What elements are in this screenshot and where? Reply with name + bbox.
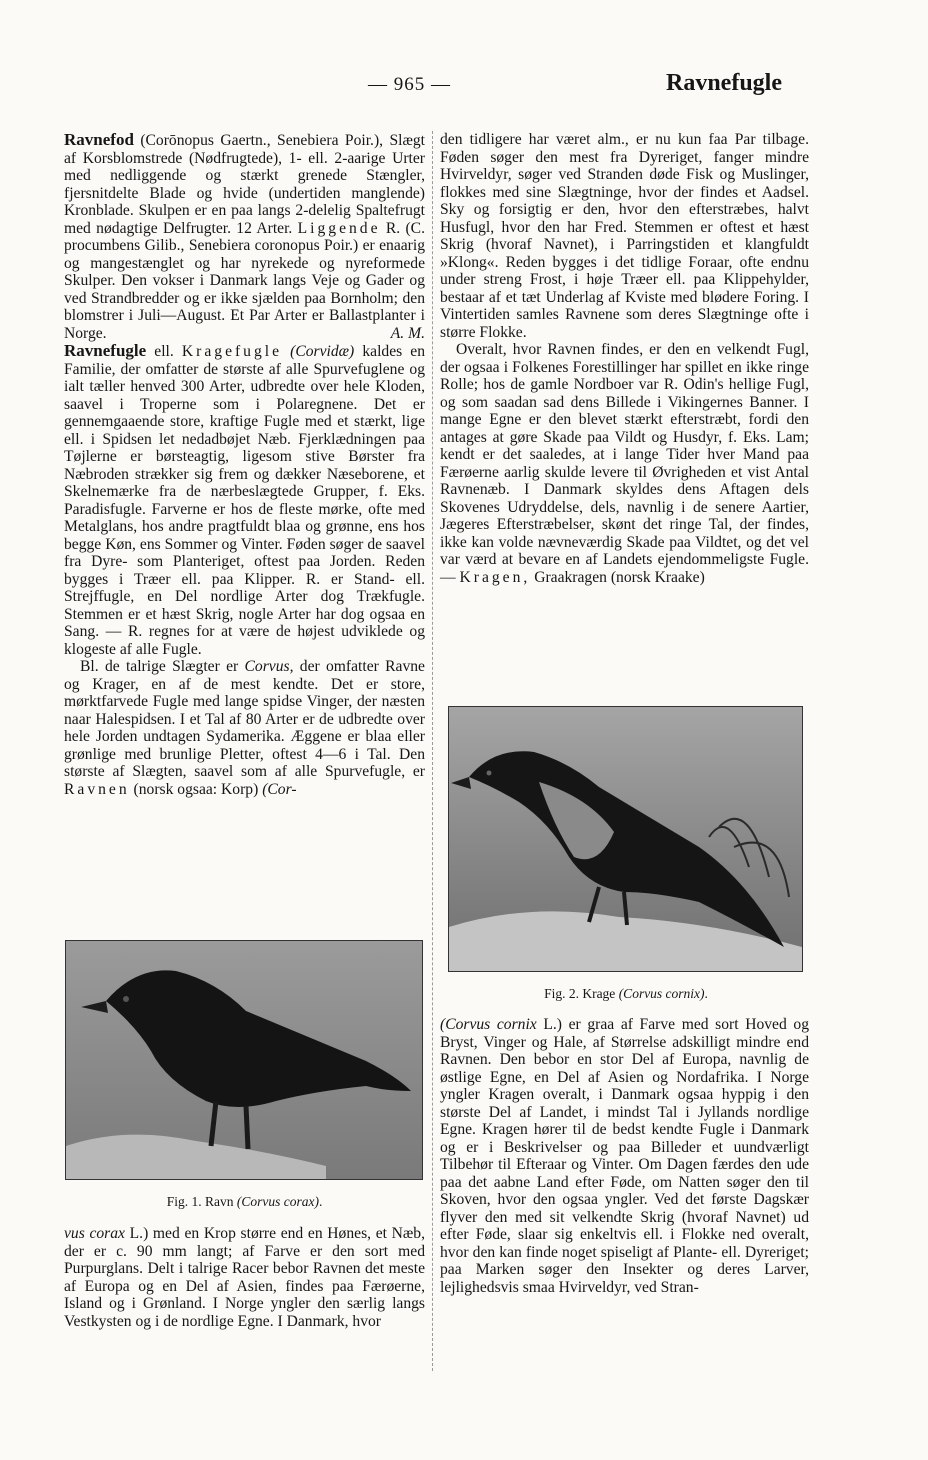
right-column: [440, 131, 809, 586]
fig2-caption-species: (Corvus cornix): [618, 986, 705, 1001]
page-number: — 965 —: [368, 74, 451, 95]
headword-ravnefod: Ravnefod: [64, 130, 134, 149]
crow-illustration: [449, 707, 802, 971]
corax-end: vus corax: [64, 1225, 125, 1242]
ravnefugle-ell: ell.: [154, 343, 174, 360]
fig2-caption-prefix: Fig. 2. Krage: [544, 986, 616, 1001]
corax-text: L.) med en Krop større end en Hønes, et Næb, der er c. 90 mm langt; af Farve er den sort med Purpurglans. Delt i talrige Racer bebor Ravnen det meste af Europa og en Del af Asien, findes paa Færøerne, Island og i Grønland. I Norge yngler den særlig langs Vestkysten og i de nordlige Egne. I Danmark, hvor: [64, 1225, 425, 1330]
fig2-caption-end: .: [704, 986, 708, 1001]
page-header: [0, 70, 928, 104]
running-title: Ravnefugle: [666, 70, 782, 96]
corvus-genus: Corvus,: [244, 658, 294, 675]
corvus-text-a: Bl. de talrige Slægter er: [80, 658, 239, 675]
right-column-bottom: [440, 1016, 809, 1296]
fig1-caption-species: (Corvus corax): [236, 1194, 319, 1209]
paragraph-raven-culture: [440, 341, 809, 586]
corvus-text-c: (norsk ogsaa: Korp): [133, 780, 259, 798]
paragraph-crow: [440, 1016, 809, 1296]
author-signature: A. M.: [390, 324, 425, 342]
raven-illustration: [66, 941, 422, 1179]
entry-ravnefod: [64, 131, 425, 342]
kragen-label: Kragen,: [459, 568, 531, 586]
figure-2-caption: [448, 986, 804, 1002]
cornix-name: (Corvus cornix: [440, 1016, 537, 1033]
liggende-label: Liggende: [297, 219, 381, 237]
fig1-caption-prefix: Fig. 1. Ravn: [166, 1194, 234, 1209]
ravnen-label: Ravnen: [64, 780, 130, 798]
figure-1-caption: [64, 1194, 425, 1210]
ravnefod-text: (Corōnopus Gaertn., Senebiera Poir.), Slægt af Korsblomstrede (Nødfrugtede), 1- ell. 2-aarige Urter med nedliggende og stærkt grenede Stængler, fjersnitdelte Blade og hvide (undertiden manglende) Kronblade. Skulpen er en paa langs 2-delelig Spaltefrugt med nødagtige Delfrugter. 12 Arter.: [64, 132, 425, 237]
paragraph-corvus: [64, 658, 425, 798]
paragraph-corax-continued: [64, 1225, 425, 1330]
paragraph-raven-habits: den tidligere har været alm., er nu kun faa Par tilbage. Føden søger den mest fra Dyreriget, fanger mindre Hvirveldyr, søger ved Stranden døde Fisk og Muslinger, flokkes med sine Slægtninge, hvor der findes et Aadsel. Sky og forsigtig er den, hvor den efterstræbes, halvt Husfugl, hvor den har Fred. Stemmen er oftest et hæst Skrig (hvoraf Navnet), i Parringstiden et klangfuldt »Klong«. Reden bygges i det tidlige Foraar, ofte endnu under streng Frost, i høje Træer ell. paa Klippehylder, bestaar af et tæt Underlag af Kviste med blødere Foring. I Vintertiden samles Ravnene som deres Slægtninge ofte i større Flokke.: [440, 131, 809, 341]
entry-ravnefugle: [64, 342, 425, 658]
figure-raven: [64, 940, 425, 1220]
left-column: [64, 131, 425, 798]
liggende-text: R. (C. procumbens Gilib., Senebiera coronopus Poir.) er enaarig og mangestænglet og har nyrekede og nyreformede Skulper. Den vokser i Danmark langs Veje og Gader og ved Strandbredder og er ikke sjælden paa Bornholm; den blomstrer i Juli—August. Et Par Arter er Ballastplanter i Norge.: [64, 219, 425, 342]
figure-crow: [448, 706, 804, 1006]
corvus-corax-start: (Cor-: [262, 780, 297, 798]
raven-culture-text: Overalt, hvor Ravnen findes, er den en velkendt Fugl, der ogsaa i Folkenes Forestillinger har spillet en ikke ringe Rolle; hos de gamle Nordboer var R. Odin's hellige Fugl, og som saadan sad dens Billede i Vikingernes Banner. I mange Egne er den blevet stærkt efterstræbt, fordi den antages at gøre Skade paa Vildt og Husdyr, f. Eks. Lam; kendt er det saaledes, at i lange Tider hver Mand paa Færøerne aarlig skulde levere til Øvrigheden et vist Antal Ravnenæb. I Danmark skyldes dens Aftagen dels Skovenes Udryddelse, dels, navnlig i de senere Aartier, Jægeres Efterstræbelser, skønt det ringe Tal, der findes, ikke kan volde nævneværdig Skade paa Vildtet, og det vel var værd at bevare en af Landets ejendommeligste Fugle. —: [440, 341, 809, 586]
left-column-bottom: [64, 1225, 425, 1330]
crow-text: L.) er graa af Farve med sort Hoved og Bryst, Vinger og Hale, af Størrelse adskilligt mindre end Ravnen. Den bebor en stor Del af Europa, navnlig de østlige Egne, en Del af Asien og Nordafrika. I Norge yngler Kragen overalt, i Danmark ogsaa hyppig i den største Del af Landet, i mindst Tal i Jyllands nordlige Egne. Kragen hører til de bedst kendte Fugle i Danmark og er i Beskrivelser og paa Billeder et uundværligt Tilbehør til Efteraar og Vinter. Om Dagen færdes den ude paa det aabne Land efter Føde, om Natten søger den til Skoven, hvor den ogsaa yngler. Ved det første Dagskær flyver den med sit velkendte Skrig (hvoraf Navnet) ud efter Føde, slaar sig enkeltvis ell. i Flokke ned overalt, hvor den kan finde noget spiseligt af Plante- ell. Dyreriget; paa Marken søger den Insekter og deres Larver, lejlighedsvis smaa Hvirveldyr, ved Stran-: [440, 1016, 809, 1296]
raven-photo: [65, 940, 423, 1180]
fig1-caption-end: .: [318, 1194, 323, 1209]
kragefugle-label: Kragefugle: [181, 343, 283, 360]
corvus-text-b: der omfatter Ravne og Krager, en af de mest kendte. Det er store, mørktfarvede Fugle med lange spidse Vinger, der næsten naar Halespidsen. I et Tal af 80 Arter er de udbredte over hele Jorden undtagen Sydamerika. Æggene er blaa eller grønlige med brunlige Pletter, oftest 4—6 i Tal. Den største af Slægten, saavel som af alle Spurvefugle, er: [64, 658, 425, 780]
ravnefugle-text: kaldes en Familie, der omfatter de største af alle Spurvefuglene og ialt tæller henved 300 Arter, udbredte over hele Kloden, saavel i Troperne som i Polaregnene. Det er gennemgaaende store, kraftige Fugle med et stærkt, lige ell. i Spidsen let nedadbøjet Næb. Fjerklædningen paa Tøjlerne er børsteagtig, ligesom stive Børster fra Næbroden strækker sig frem og dækker Næseborene, et Skelnemærke fra de nærbeslægtede Grupper, f. Eks. Paradisfugle. Farverne er hos de fleste mørke, ofte med Metalglans, hos andre pragtfuldt blaa og grønne, ens hos begge Køn, ens Sommer og Vinter. Føden søger de saavel fra Dyre- som Planteriget, oftest paa Jorden. Reden bygges i Træer ell. paa Klipper. R. er Stand- ell. Strejffugle, en Del nordlige Arter dog Trækfugle. Stemmen er et hæst Skrig, nogle Arter har dog ogsaa en Sang. — R. regnes for at være de højest udviklede og klogeste af alle Fugle.: [64, 343, 426, 658]
corvidae-name: (Corvidæ): [290, 343, 355, 360]
kragen-text: Graakragen (norsk Kraake): [534, 568, 705, 586]
headword-ravnefugle: Ravnefugle: [64, 341, 147, 360]
column-divider: [432, 131, 433, 1371]
crow-photo: [448, 706, 803, 972]
